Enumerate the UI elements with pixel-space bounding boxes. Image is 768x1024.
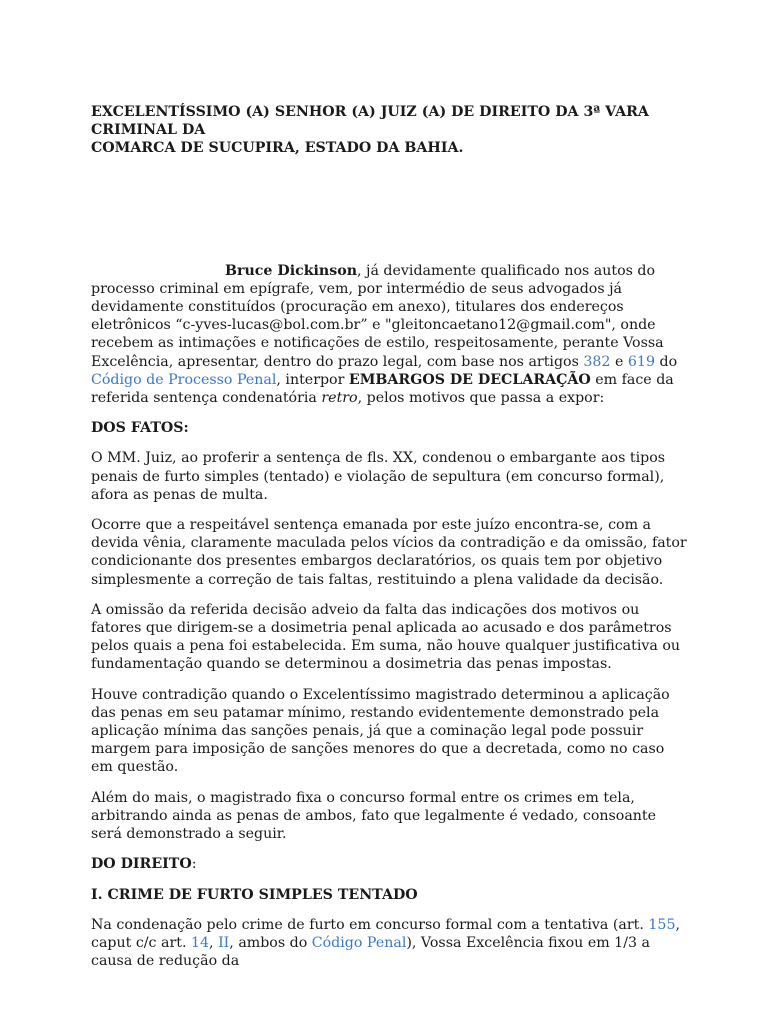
heading-line-2: COMARCA DE SUCUPIRA, ESTADO DA BAHIA.	[91, 140, 464, 157]
link-article-382[interactable]: 382	[583, 353, 611, 370]
intro-text-3: do	[654, 353, 678, 370]
link-codigo-penal[interactable]: Código Penal	[311, 934, 407, 951]
document-page	[91, 103, 687, 982]
link-codigo-processo-penal[interactable]: Código de Processo Penal	[91, 371, 277, 388]
intro-text-5: em face da referida sentença condenatória	[91, 371, 674, 407]
direito-text-2: , caput c/c art.	[91, 916, 680, 951]
intro-text-2: e	[610, 353, 628, 370]
fatos-paragraph-5: Além do mais, o magistrado fixa o concurso formal entre os crimes em tela, arbitrando ainda as penas de ambos, fato que legalmente é vedado, consoante será demonstrado a seguir.	[91, 789, 657, 843]
direito-title: DO DIREITO	[91, 856, 192, 873]
heading-line-1: EXCELENTÍSSIMO (A) SENHOR (A) JUIZ (A) DE DIREITO DA 3ª VARA CRIMINAL DA	[91, 104, 649, 139]
party-name: Bruce Dickinson	[225, 262, 358, 279]
subsection-title-furto: I. CRIME DE FURTO SIMPLES TENTADO	[91, 886, 418, 903]
section-title-direito	[91, 855, 687, 873]
direito-paragraph-1	[91, 916, 687, 971]
section-title-fatos: DOS FATOS:	[91, 420, 189, 437]
embargos-title: EMBARGOS DE DECLARAÇÃO	[348, 371, 591, 388]
document-heading	[91, 103, 687, 158]
link-article-155[interactable]: 155	[648, 916, 676, 933]
intro-text-4: , interpor	[276, 371, 349, 388]
fatos-paragraph-3: A omissão da referida decisão adveio da falta das indicações dos motivos ou fatores que dirigem-se a dosimetria penal aplicada ao acusado e dos parâmetros pelos quais a pena foi estabelecida. Em suma, não houve qualquer justificativa ou fundamentação quando se determinou a dosimetria das penas impostas.	[91, 601, 681, 673]
fatos-paragraph-2: Ocorre que a respeitável sentença emanada por este juízo encontra-se, com a devida vênia, claramente maculada pelos vícios da contradição e da omissão, fator condicionante dos presentes embargos declaratórios, os quais tem por objetivo simplesmente a correção de tais faltas, restituindo a plena validade da decisão.	[91, 517, 687, 588]
direito-text-3: ,	[209, 934, 219, 951]
direito-text-1: Na condenação pelo crime de furto em concurso formal com a tentativa (art.	[91, 916, 649, 933]
fatos-paragraph-4: Houve contradição quando o Excelentíssimo magistrado determinou a aplicação das penas em seu patamar mínimo, restando evidentemente demonstrado pela aplicação mínima das sanções penais, já que a cominação legal pode possuir margem para imposição de sanções menores do que a decretada, como no caso em questão.	[91, 686, 670, 776]
heading-spacer	[91, 158, 687, 262]
link-article-619[interactable]: 619	[627, 353, 655, 370]
intro-paragraph	[91, 262, 687, 408]
intro-text-1: , já devidamente qualificado nos autos do processo criminal em epígrafe, vem, por intermédio de seus advogados já devidamente constituídos (procuração em anexo), titulares dos endereços eletrônicos “c-yves-lucas@bol.com.br” e "gleitoncaetano12@gmail.com", onde recebem as intimações e notificações de estilo, respeitosamente, perante Vossa Excelência, apresentar, dentro do prazo legal, com base nos artigos	[91, 262, 664, 370]
link-article-14[interactable]: 14	[190, 934, 210, 951]
direito-text-4: , ambos do	[229, 934, 312, 951]
intro-text-6: , pelos motivos que passa a expor:	[357, 390, 605, 407]
direito-text-5: ), Vossa Excelência fixou em 1/3 a causa de redução da	[91, 934, 650, 970]
retro-word: retro	[321, 390, 358, 407]
link-inciso-ii[interactable]: II	[218, 934, 230, 951]
direito-colon: :	[191, 856, 197, 873]
fatos-paragraph-1: O MM. Juiz, ao proferir a sentença de fls. XX, condenou o embargante aos tipos penais de furto simples (tentado) e violação de sepultura (em concurso formal), afora as penas de multa.	[91, 450, 666, 503]
